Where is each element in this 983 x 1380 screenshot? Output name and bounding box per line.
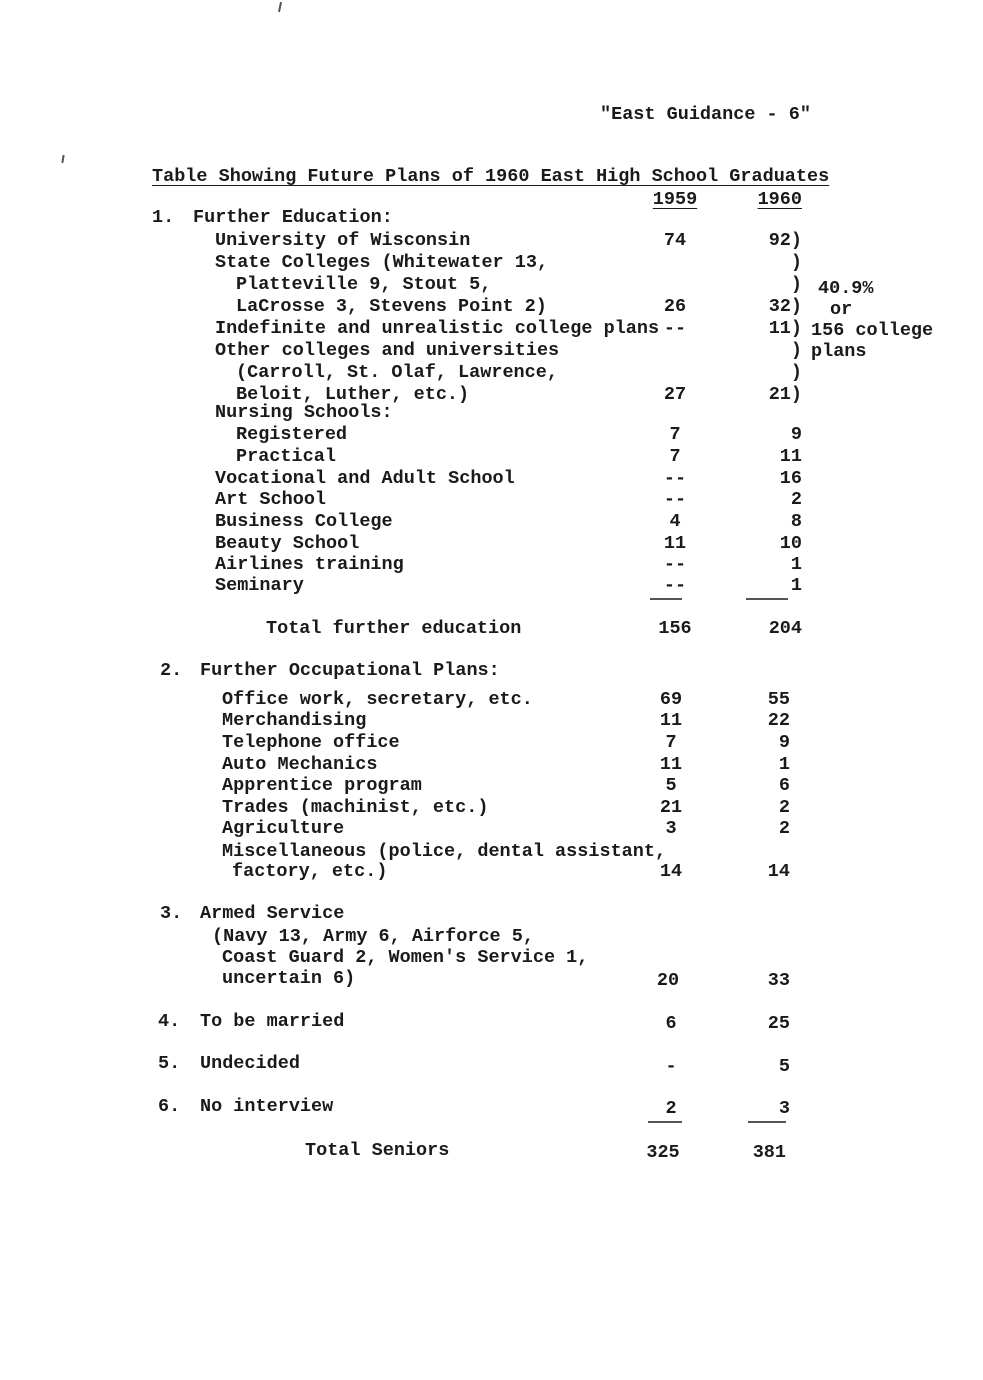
row-label: factory, etc.) [232, 861, 388, 882]
section-heading: Further Occupational Plans: [200, 660, 500, 681]
side-note-line: plans [811, 341, 867, 362]
value-1960: 6 [778, 775, 790, 796]
value-1959: 7 [669, 446, 681, 467]
value-1960: ) [790, 340, 802, 361]
row-label: Registered [236, 424, 348, 445]
side-note-line: 156 college [811, 320, 934, 341]
section-number: 5. [158, 1053, 181, 1074]
section-heading: To be married [200, 1011, 345, 1032]
value-1959: -- [663, 575, 687, 596]
value-1960: ) [790, 252, 802, 273]
value-1959: - [665, 1056, 677, 1077]
value-1960: 5 [778, 1056, 790, 1077]
grand-total-1959: 325 [646, 1142, 680, 1163]
row-label: Office work, secretary, etc. [222, 689, 533, 710]
value-1960: 9 [790, 424, 802, 445]
value-1959: 6 [665, 1013, 677, 1034]
row-label: (Carroll, St. Olaf, Lawrence, [236, 362, 558, 383]
section-number: 1. [152, 207, 175, 228]
total-label: Total further education [266, 618, 522, 639]
value-1959: 20 [656, 970, 680, 991]
section-heading: Further Education: [193, 207, 393, 228]
row-label: University of Wisconsin [215, 230, 471, 251]
value-1960: 2 [778, 797, 790, 818]
value-1960: 10 [779, 533, 802, 554]
page-label: "East Guidance - 6" [600, 104, 811, 125]
row-label: Indefinite and unrealistic college plans [215, 318, 660, 339]
value-1960: 21) [768, 384, 802, 405]
value-1960: 11 [779, 446, 802, 467]
value-1960: 92) [768, 230, 802, 251]
value-1960: 1 [790, 575, 802, 596]
value-1960: 8 [790, 511, 802, 532]
value-1959: 69 [659, 689, 683, 710]
value-1960: 11) [768, 318, 802, 339]
row-label: Practical [236, 446, 336, 467]
value-1960: 55 [767, 689, 790, 710]
subtotal-rule-1959 [650, 598, 682, 600]
value-1959: 11 [663, 533, 687, 554]
value-1960: 9 [778, 732, 790, 753]
value-1960: 2 [790, 489, 802, 510]
row-label: Apprentice program [222, 775, 422, 796]
value-1960: 25 [767, 1013, 790, 1034]
value-1960: ) [790, 274, 802, 295]
value-1959: 5 [665, 775, 677, 796]
value-1960: 33 [767, 970, 790, 991]
value-1960: 16 [779, 468, 802, 489]
row-label: Trades (machinist, etc.) [222, 797, 489, 818]
scan-mark [61, 155, 64, 163]
value-1959: 14 [659, 861, 683, 882]
value-1959: 74 [663, 230, 687, 251]
row-label: Seminary [215, 575, 304, 596]
row-label: Airlines training [215, 554, 404, 575]
row-label: Miscellaneous (police, dental assistant, [222, 841, 667, 862]
value-1959: 4 [669, 511, 681, 532]
value-1959: 7 [665, 732, 677, 753]
scan-mark [278, 2, 282, 12]
value-1960: 1 [790, 554, 802, 575]
row-label: Merchandising [222, 710, 367, 731]
table-title: Table Showing Future Plans of 1960 East High School Graduates [152, 166, 830, 187]
row-label: State Colleges (Whitewater 13, [215, 252, 549, 273]
row-label: Platteville 9, Stout 5, [236, 274, 492, 295]
value-1959: 11 [659, 710, 683, 731]
value-1959: -- [663, 318, 687, 339]
value-1959: 26 [663, 296, 687, 317]
value-1960: 32) [768, 296, 802, 317]
value-1960: 22 [767, 710, 790, 731]
section-heading: Undecided [200, 1053, 300, 1074]
section-number: 6. [158, 1096, 181, 1117]
value-1960: ) [790, 362, 802, 383]
row-label: (Navy 13, Army 6, Airforce 5, [212, 926, 534, 947]
value-1959: 3 [665, 818, 677, 839]
value-1959: 2 [665, 1098, 677, 1119]
row-label: Telephone office [222, 732, 400, 753]
row-label: Beloit, Luther, etc.) [236, 384, 470, 405]
value-1959: -- [663, 554, 687, 575]
grand-total-label: Total Seniors [305, 1140, 450, 1161]
section-number: 4. [158, 1011, 181, 1032]
row-label: Other colleges and universities [215, 340, 560, 361]
row-label: Beauty School [215, 533, 360, 554]
value-1960: 3 [778, 1098, 790, 1119]
column-header-1960: 1960 [757, 189, 802, 210]
side-note-line: 40.9% [818, 278, 874, 299]
value-1960: 2 [778, 818, 790, 839]
value-1959: 21 [659, 797, 683, 818]
row-label: LaCrosse 3, Stevens Point 2) [236, 296, 547, 317]
row-label: uncertain 6) [222, 968, 356, 989]
total-1959: 156 [658, 618, 692, 639]
row-label: Auto Mechanics [222, 754, 378, 775]
section-number: 3. [160, 903, 183, 924]
subtotal-rule-1960 [746, 598, 788, 600]
row-label: Agriculture [222, 818, 345, 839]
row-label: Vocational and Adult School [215, 468, 515, 489]
grand-total-1960: 381 [752, 1142, 786, 1163]
column-header-1959: 1959 [652, 189, 698, 210]
section-number: 2. [160, 660, 183, 681]
value-1959: 27 [663, 384, 687, 405]
total-rule-1959 [648, 1121, 682, 1123]
row-label: Coast Guard 2, Women's Service 1, [222, 947, 589, 968]
value-1960: 14 [767, 861, 790, 882]
row-label: Art School [215, 489, 327, 510]
value-1959: 7 [669, 424, 681, 445]
total-rule-1960 [748, 1121, 786, 1123]
section-heading: Armed Service [200, 903, 345, 924]
value-1959: -- [663, 489, 687, 510]
value-1959: 11 [659, 754, 683, 775]
value-1959: -- [663, 468, 687, 489]
total-1960: 204 [768, 618, 802, 639]
row-label: Nursing Schools: [215, 402, 393, 423]
side-note-line: or [830, 299, 853, 320]
value-1960: 1 [778, 754, 790, 775]
section-heading: No interview [200, 1096, 334, 1117]
row-label: Business College [215, 511, 393, 532]
